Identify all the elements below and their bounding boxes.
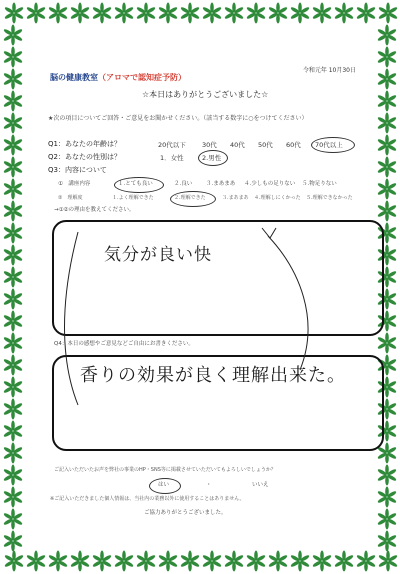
q1-option[interactable]: 30代 bbox=[202, 141, 217, 149]
q2-option[interactable]: 1．女性 bbox=[160, 154, 184, 162]
q3-row2-option[interactable]: ４.理解しにくかった bbox=[254, 195, 301, 201]
q3-row2-option[interactable]: １.よく理解できた bbox=[112, 195, 154, 201]
consent-no[interactable]: いいえ bbox=[252, 482, 269, 488]
q3-row1-option[interactable]: ２.良い bbox=[174, 181, 193, 187]
instructions: ★次の項目についてご回答・ご意見をお聞かせください。（該当する数字に○をつけてください） bbox=[48, 115, 308, 122]
q1-option[interactable]: 60代 bbox=[286, 141, 301, 149]
title-sub: （アロマで認知症予防） bbox=[98, 73, 186, 82]
comments-handwriting: 香りの効果が良く理解出来た。 bbox=[80, 365, 346, 386]
q3-row2-option-selected[interactable]: ２.理解できた bbox=[174, 195, 206, 201]
consent-yes[interactable]: はい bbox=[158, 482, 170, 488]
arrow-stroke bbox=[65, 232, 79, 405]
title-main: 脳の健康教室 bbox=[50, 73, 98, 82]
consent-separator: ・ bbox=[206, 482, 212, 488]
arrow-stroke bbox=[268, 236, 308, 370]
q3-row1-option[interactable]: ５.物足りない bbox=[302, 181, 337, 187]
q1-option-selected[interactable]: 70代以上 bbox=[315, 141, 343, 149]
q3-row1-option[interactable]: ４.少しもの足りない bbox=[244, 181, 296, 187]
reason-answer-handwriting: 気分が良い快 bbox=[104, 245, 212, 265]
q3-row1-option[interactable]: ３.まあまあ bbox=[206, 181, 236, 187]
q3-row2-option[interactable]: ３.まあまあ bbox=[222, 195, 249, 201]
q1-label: Q1：あなたの年齢は？ bbox=[48, 140, 121, 148]
q3-label: Q3：内容について bbox=[48, 166, 107, 174]
survey-date: 令和元年 10月30日 bbox=[302, 67, 356, 74]
q1-option[interactable]: 50代 bbox=[258, 141, 273, 149]
arrowhead bbox=[262, 228, 276, 238]
q1-option[interactable]: 40代 bbox=[230, 141, 245, 149]
q2-option-selected[interactable]: 2.男性 bbox=[202, 154, 222, 162]
q1-option[interactable]: 20代以下 bbox=[158, 141, 186, 149]
q3-row2-label: ② 理解度 bbox=[58, 195, 83, 201]
thanks-line: ☆本日はありがとうございました☆ bbox=[142, 90, 269, 99]
q3-row2-option[interactable]: ５.理解できなかった bbox=[306, 195, 353, 201]
closing-thanks: ご協力ありがとうございました。 bbox=[144, 510, 227, 516]
q4-label: Q4：本日の感想やご意見などご自由にお書きください。 bbox=[54, 341, 194, 347]
q3-row1-label: ① 講座内容 bbox=[58, 181, 91, 187]
q2-label: Q2：あなたの性別は？ bbox=[48, 153, 121, 161]
privacy-note: ※ご記入いただきました個人情報は、当社内の業務以外に使用することはありません。 bbox=[50, 496, 245, 502]
reason-prompt: →①②の理由を教えてください。 bbox=[54, 207, 135, 213]
q3-row1-option-selected[interactable]: １.とても良い bbox=[118, 181, 153, 187]
publish-consent-question: ご記入いただいたお声を弊社の事業のHP・SNS等に掲載させていただいてもよろしいでしょうか？ bbox=[54, 467, 276, 473]
